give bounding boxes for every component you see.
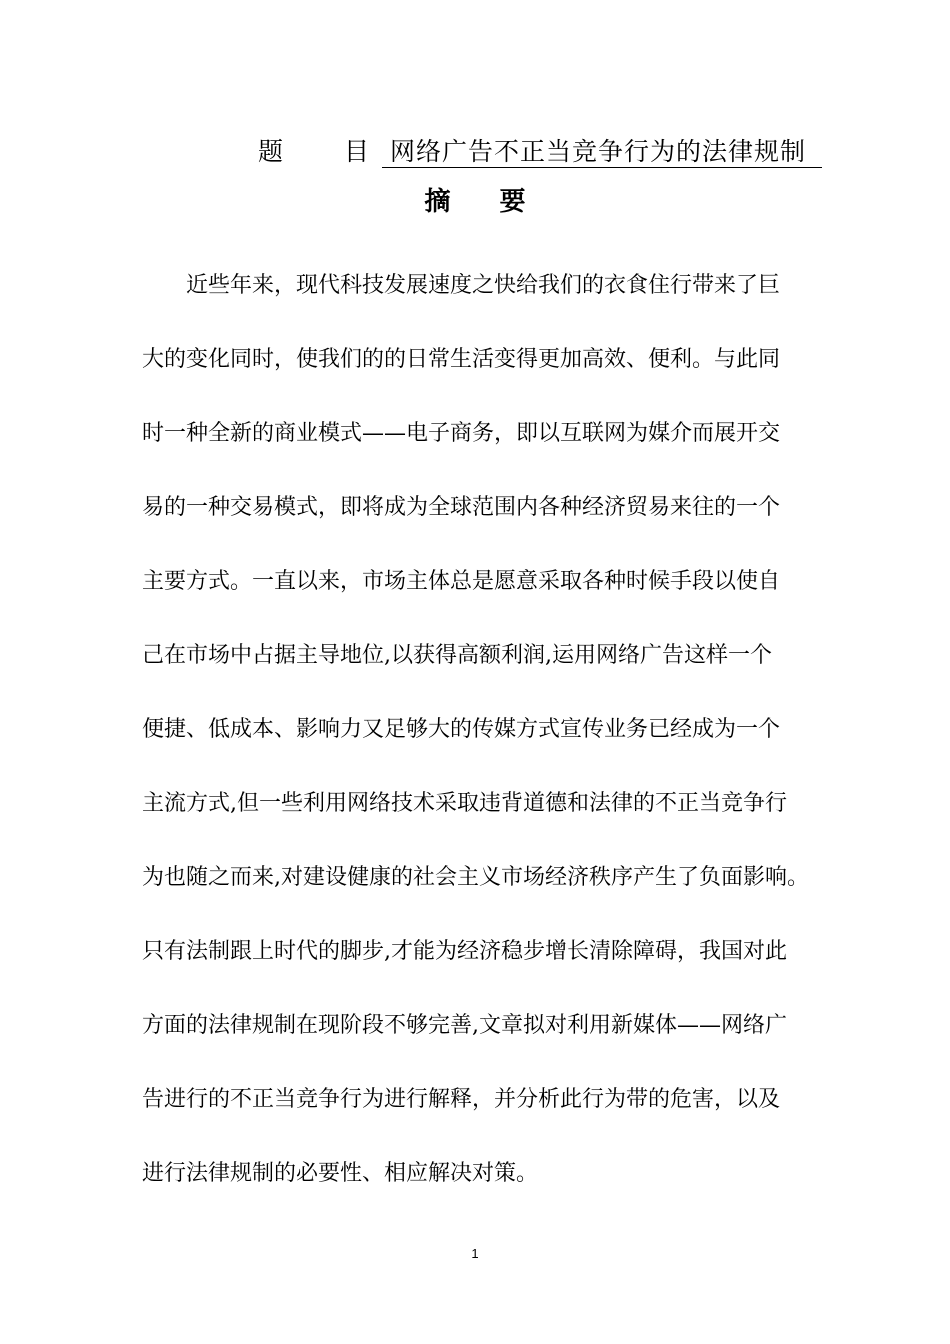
- title-row: [258, 134, 822, 170]
- page-number: 1: [471, 1246, 479, 1261]
- abstract-line: 主要方式。一直以来，市场主体总是愿意采取各种时候手段以使自: [142, 569, 781, 594]
- abstract-line: 为也随之而来,对建设健康的社会主义市场经济秩序产生了负面影响。: [142, 865, 809, 890]
- title-label: [258, 134, 382, 170]
- abstract-line: 己在市场中占据主导地位,以获得高额利润,运用网络广告这样一个: [142, 643, 772, 668]
- abstract-line: 时一种全新的商业模式——电子商务，即以互联网为媒介而展开交: [142, 421, 781, 446]
- abstract-heading: 摘 要: [424, 187, 546, 217]
- abstract-line: 大的变化同时，使我们的的日常生活变得更加高效、便利。与此同: [142, 347, 781, 372]
- abstract-line: 方面的法律规制在现阶段不够完善,文章拟对利用新媒体——网络广: [142, 1013, 787, 1038]
- abstract-line: 进行法律规制的必要性、相应解决对策。: [142, 1161, 539, 1186]
- abstract-line: 易的一种交易模式，即将成为全球范围内各种经济贸易来往的一个: [142, 495, 781, 520]
- abstract-line: 只有法制跟上时代的脚步,才能为经济稳步增长清除障碍，我国对此: [142, 939, 787, 964]
- abstract-line: 告进行的不正当竞争行为进行解释，并分析此行为带的危害，以及: [142, 1087, 781, 1112]
- abstract-line: 便捷、低成本、影响力又足够大的传媒方式宣传业务已经成为一个: [142, 717, 781, 742]
- title-label-char-2: 目: [344, 137, 370, 166]
- thesis-title: 网络广告不正当竞争行为的法律规制: [382, 137, 822, 168]
- title-label-char-1: 题: [258, 137, 284, 166]
- abstract-line: 近些年来，现代科技发展速度之快给我们的衣食住行带来了巨: [142, 273, 781, 298]
- abstract-line: 主流方式,但一些利用网络技术采取违背道德和法律的不正当竞争行: [142, 791, 787, 816]
- abstract-body: [142, 262, 822, 1224]
